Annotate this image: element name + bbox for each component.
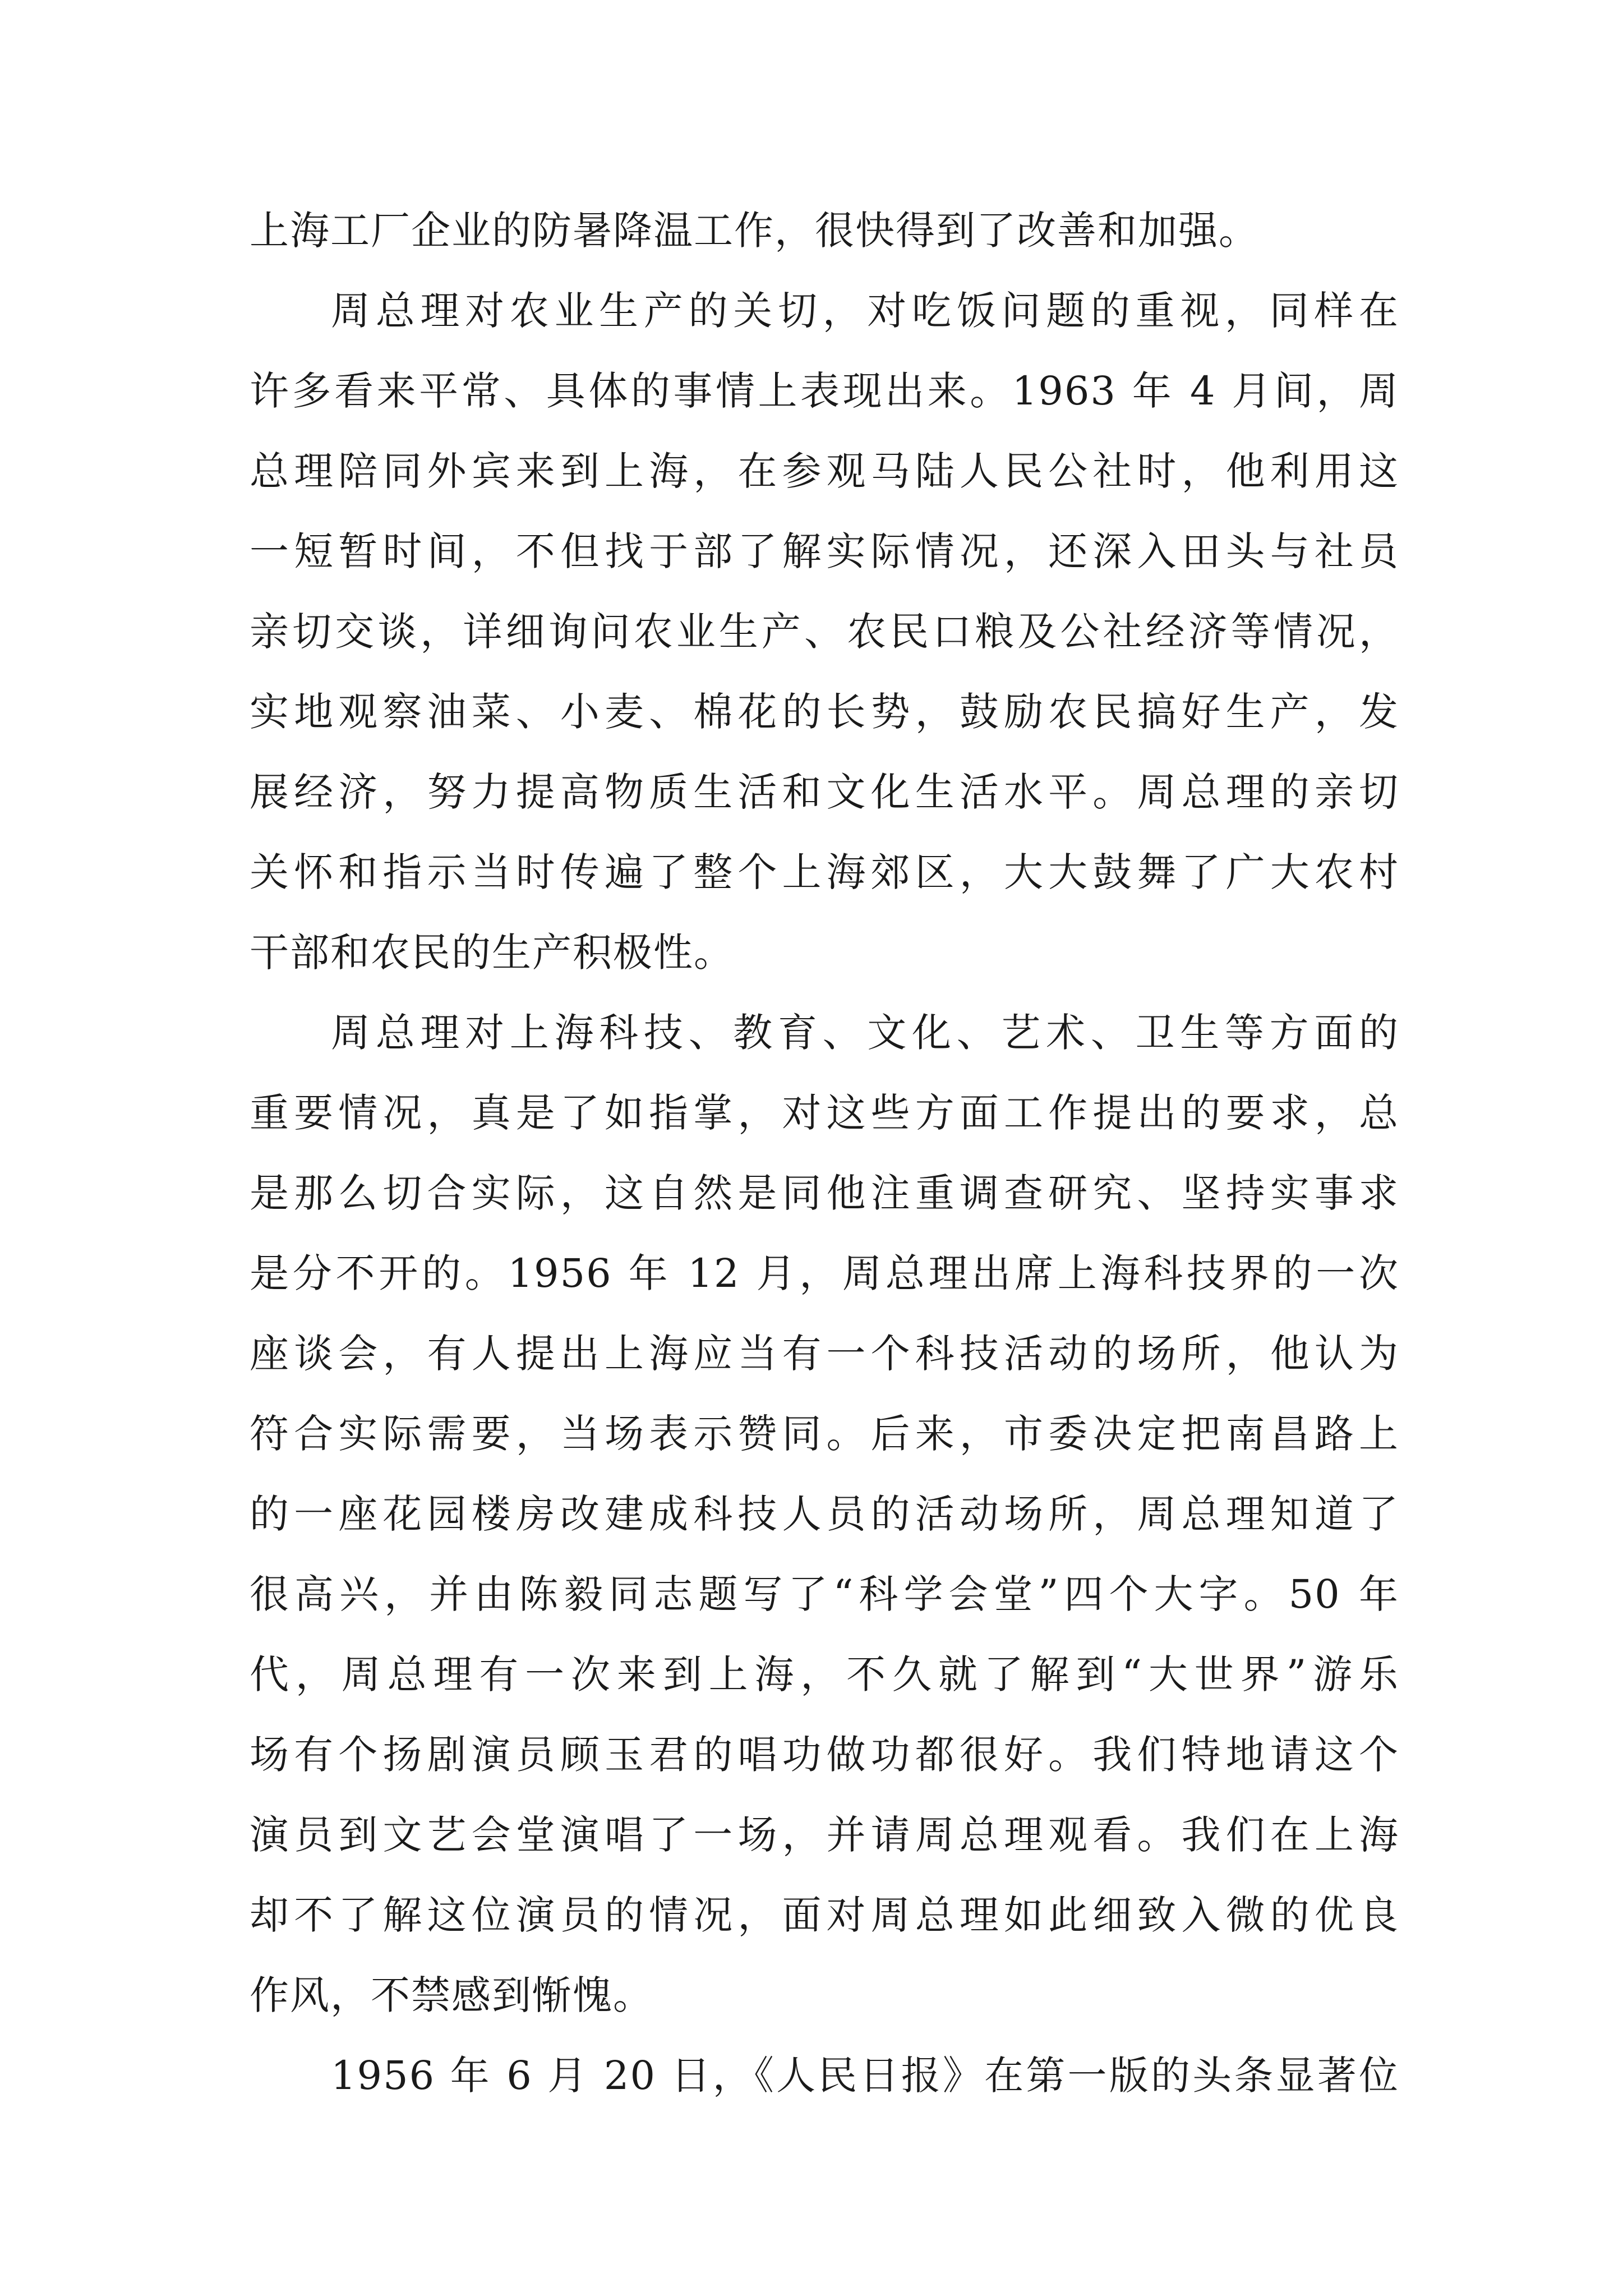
- text-line: 是那么切合实际，这自然是同他注重调查研究、坚持实事求: [250, 1170, 1399, 1216]
- text-line: 关怀和指示当时传遍了整个上海郊区，大大鼓舞了广大农村: [250, 849, 1399, 895]
- text-line: 总理陪同外宾来到上海，在参观马陆人民公社时，他利用这: [250, 448, 1399, 494]
- text-line: 上海工厂企业的防暑降温工作，很快得到了改善和加强。: [250, 208, 1259, 254]
- text-line: 干部和农民的生产积极性。: [250, 930, 734, 976]
- text-line: 许多看来平常、具体的事情上表现出来。1963 年 4 月间，周: [250, 368, 1399, 414]
- text-line: 是分不开的。1956 年 12 月，周总理出席上海科技界的一次: [250, 1250, 1399, 1296]
- paragraph-first-line: 周总理对农业生产的关切，对吃饭问题的重视，同样在: [331, 288, 1399, 334]
- text-line: 符合实际需要，当场表示赞同。后来，市委决定把南昌路上: [250, 1411, 1399, 1457]
- body-text: [250, 191, 1399, 2116]
- text-line: 展经济，努力提高物质生活和文化生活水平。周总理的亲切: [250, 769, 1399, 815]
- text-line: 作风，不禁感到惭愧。: [250, 1972, 653, 2018]
- paragraph-first-line: 周总理对上海科技、教育、文化、艺术、卫生等方面的: [331, 1010, 1399, 1056]
- text-line: 代，周总理有一次来到上海，不久就了解到“大世界”游乐: [250, 1651, 1399, 1697]
- text-line: 重要情况，真是了如指掌，对这些方面工作提出的要求，总: [250, 1090, 1399, 1136]
- text-line: 的一座花园楼房改建成科技人员的活动场所，周总理知道了: [250, 1491, 1399, 1537]
- text-line: 场有个扬剧演员顾玉君的唱功做功都很好。我们特地请这个: [250, 1732, 1399, 1778]
- text-line: 演员到文艺会堂演唱了一场，并请周总理观看。我们在上海: [250, 1812, 1399, 1858]
- text-line: 座谈会，有人提出上海应当有一个科技活动的场所，他认为: [250, 1331, 1399, 1377]
- text-line: 实地观察油菜、小麦、棉花的长势，鼓励农民搞好生产，发: [250, 689, 1399, 735]
- text-line: 亲切交谈，详细询问农业生产、农民口粮及公社经济等情况，: [250, 609, 1399, 655]
- text-line: 却不了解这位演员的情况，面对周总理如此细致入微的优良: [250, 1892, 1399, 1938]
- text-line: 一短暂时间，不但找于部了解实际情况，还深入田头与社员: [250, 528, 1399, 574]
- text-line: 很高兴，并由陈毅同志题写了“科学会堂”四个大字。50 年: [250, 1571, 1399, 1617]
- paragraph-first-line: 1956 年 6 月 20 日，《人民日报》在第一版的头条显著位: [331, 2053, 1399, 2099]
